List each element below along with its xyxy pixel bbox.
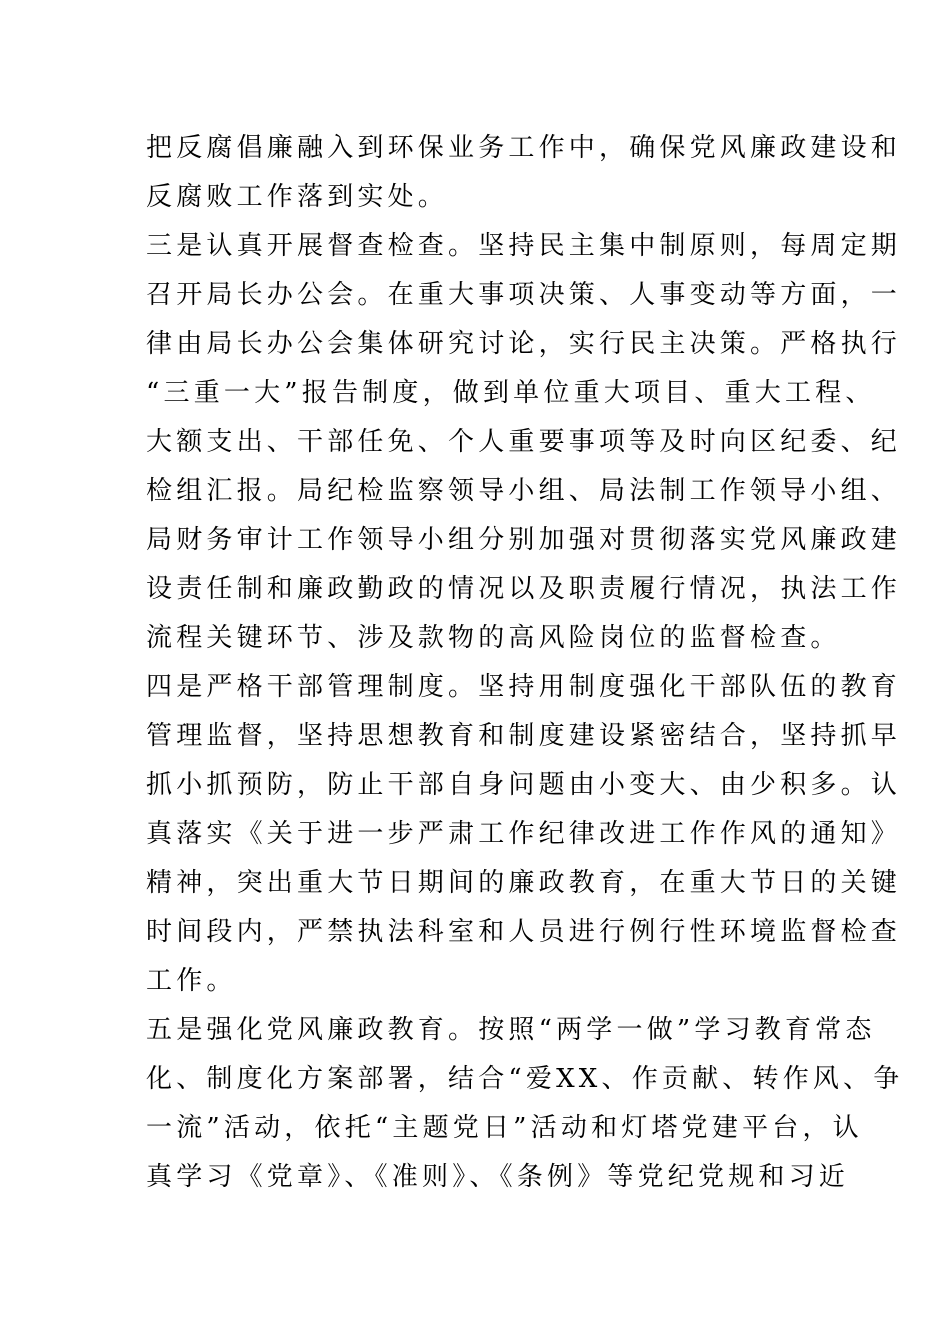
text-line: 设责任制和廉政勤政的情况以及职责履行情况，执法工作	[146, 574, 902, 604]
text-line: 精神，突出重大节日期间的廉政教育，在重大节日的关键	[146, 868, 902, 898]
text-line: 反腐败工作落到实处。	[146, 182, 449, 212]
text-line: 真学习《党章》、《准则》、《条例》等党纪党规和习近	[146, 1162, 850, 1192]
text-line: 大额支出、干部任免、个人重要事项等及时向区纪委、纪	[146, 427, 902, 457]
text-line: 流程关键环节、涉及款物的高风险岗位的监督检查。	[146, 623, 841, 653]
text-line: 真落实《关于进一步严肃工作纪律改进工作作风的通知》	[146, 819, 902, 849]
text-line: 一流”活动，依托“主题党日”活动和灯塔党建平台，认	[146, 1113, 863, 1143]
text-line: 管理监督，坚持思想教育和制度建设紧密结合，坚持抓早	[146, 721, 902, 751]
text-line: 检组汇报。局纪检监察领导小组、局法制工作领导小组、	[146, 476, 902, 506]
text-line: 召开局长办公会。在重大事项决策、人事变动等方面，一	[146, 280, 902, 310]
text-line: 四是严格干部管理制度。坚持用制度强化干部队伍的教育	[146, 672, 902, 702]
text-line: 工作。	[146, 966, 237, 996]
text-line: 局财务审计工作领导小组分别加强对贯彻落实党风廉政建	[146, 525, 902, 555]
text-line: 三是认真开展督查检查。坚持民主集中制原则，每周定期	[146, 231, 902, 261]
document-body	[146, 124, 904, 1202]
text-line: 化、制度化方案部署，结合“爱XX、作贡献、转作风、争	[146, 1064, 904, 1094]
text-line: “三重一大”报告制度，做到单位重大项目、重大工程、	[146, 378, 876, 408]
text-line: 律由局长办公会集体研究讨论，实行民主决策。严格执行	[146, 329, 902, 359]
text-line: 时间段内，严禁执法科室和人员进行例行性环境监督检查	[146, 917, 902, 947]
text-line: 五是强化党风廉政教育。按照“两学一做”学习教育常态	[146, 1015, 876, 1045]
text-line: 把反腐倡廉融入到环保业务工作中，确保党风廉政建设和	[146, 133, 902, 163]
text-line: 抓小抓预防，防止干部自身问题由小变大、由少积多。认	[146, 770, 902, 800]
